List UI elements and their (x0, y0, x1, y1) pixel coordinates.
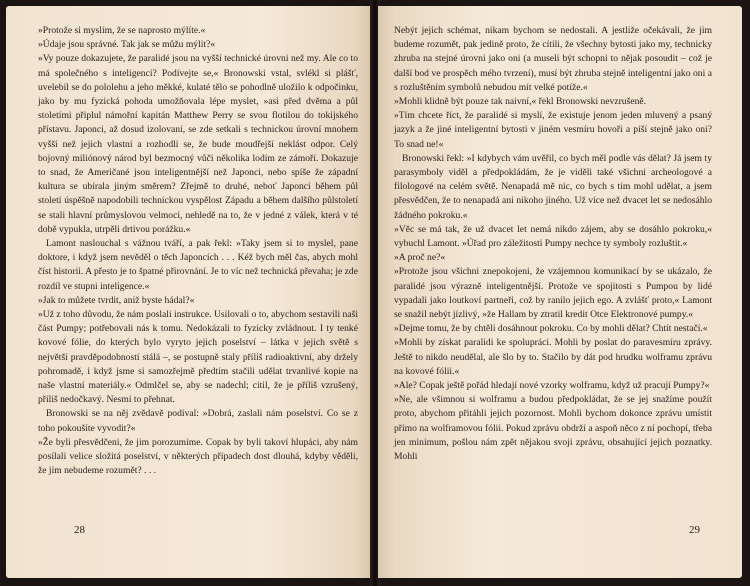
paragraph: Nebýt jejich schémat, nikam bychom se nedostali. A jestliže očekávali, že jim budeme rozumět, pak jedině proto, že cítili, že všechny bytosti jako my, technicky zhruba na stejné úrovni jako oni (a museli být schopni to nějak posoudit – což je další bod ve prospěch mého tvrzení), musí být zhruba stejně inteligentní jako oni a s rozluštěním symbolů nebudou mít velké potíže.« (394, 25, 712, 93)
paragraph: »Mohli by získat paralidi ke spolupráci. Mohli by poslat do paravesmíru zprávy. Ještě to nikdo neudělal, ale šlo by to. Stačilo by dát pod hrudku wolframu zprávu na kovové fólii.« (394, 337, 712, 377)
paragraph: »Dejme tomu, že by chtěli dosáhnout pokroku. Co by mohli dělat? Chtít nestačí.« (394, 323, 708, 335)
left-page-text (38, 24, 358, 479)
right-page-text (394, 24, 712, 464)
right-page (378, 6, 742, 578)
paragraph: »Že byli přesvědčeni, že jim porozumíme. Copak by byli takoví hlupáci, aby nám posílali velice složitá poselství, v některých případech dost dlouhá, kdyby věděli, že jim nebudeme rozumět? . . . (38, 436, 358, 477)
paragraph: »Vy pouze dokazujete, že paralidé jsou na vyšší technické úrovni než my. Ale co to má společného s inteligencí? Podívejte se,« Bronowski vstal, svlékl si plášť, uvelebil se do pololehu a jeho měkké, kulaté tělo se pohodlně uložilo k odpočinku, jako by mu fyzická pohoda umožňovala lépe myslet, »asi před dvěma a půl stoletími připlul námořní kapitán Matthew Perry se svou flotilou do tokijského přístavu. Japonci, až dosud izolovaní, se zde setkali s technickou úrovní mnohem vyšší než jejich vlastní a rozhodli se, že bude moudřejší neklást odpor. Celý bojovný miliónový národ byl bezmocný vůči několika lodím ze zámoří. Dokazuje to snad, že Američané jsou inteligentnější než Japonci, nebo spíše že západní kultura se ubírala jiným směrem? Zřejmě to druhé, neboť Japonci během půl století úspěšně napodobili technickou vyspělost Západu a během dalšího půlstoletí se stali hlavní průmyslovou velmocí, nehledě na to, že v jedné z válek, která v té době vypukla, utrpěli drtivou porážku.« (38, 53, 358, 235)
paragraph: »Protože jsou všichni znepokojeni, že vzájemnou komunikací by se ukázalo, že paralidé jsou výrazně inteligentnější. Protože ve spojitosti s Pumpou by lidé vypadali jako loutkoví partneři, což by ranilo jejich ego. A zvlášť proto,« Lamont se snažil nebýt jízlivý, »že Hallam by ztratil kredit Otce Elektronové pumpy.« (394, 266, 712, 321)
paragraph: Lamont naslouchal s vážnou tváří, a pak řekl: »Taky jsem si to myslel, pane doktore, i když jsem nevěděl o těch Japoncích . . . Kéž bych měl čas, abych mohl číst historii. A přesto je to špatné přirovnání. Je to víc než technická převaha; je zde rozdíl ve stupni inteligence.« (38, 238, 358, 292)
paragraph: »Tím chcete říct, že paralidé si myslí, že existuje jenom jeden mluvený a psaný jazyk a že jiné inteligentní bytosti v jiném vesmíru hovoří a píší stejně jako oni? To snad ne!« (394, 110, 712, 150)
paragraph: »Ale? Copak ještě pořád hledají nové vzorky wolframu, když už pracují Pumpy?« (394, 380, 710, 392)
paragraph: »Věc se má tak, že už dvacet let nemá nikdo zájem, aby se dosáhlo pokroku,« vybuchl Lamont. »Úřad pro záležitosti Pumpy nechce ty symboly rozluštit.« (394, 223, 712, 250)
paragraph: »Už z toho důvodu, že nám poslali instrukce. Usilovali o to, abychom sestavili naši část Pumpy; potřebovali nás k tomu. Nedokázali to fyzicky zvládnout. I ty tenké kovové fólie, do kterých bylo vyryto jejich poselství – látka v jejich světě s největší pravděpodobností stálá –, se postupně staly příliš radioaktivní, aby držely pohromadě, i když jsme si samozřejmě předtím stačili udělat trvanlivé kopie na naše vlastní materiály.« Odmlčel se, aby se nadechl; cítil, že je příliš vzrušený, příliš nedočkavý. Nesmí to přehnat. (38, 309, 358, 406)
paragraph: »Údaje jsou správné. Tak jak se můžu mýlit?« (38, 39, 216, 51)
page-number: 29 (689, 524, 700, 536)
paragraph: Bronowski řekl: »I kdybych vám uvěřil, co bych měl podle vás dělat? Já jsem ty parasymboly viděl a předpokládám, že je viděli také všichni archeologové a filologové na celém světě. Nenapadá mě nic, co bych s tím mohl udělat, a jsem přesvědčen, že to nenapadá ani nikoho jiného. Už více než dvacet let se nedosáhlo žádného pokroku.« (394, 152, 712, 221)
left-page (6, 6, 372, 578)
paragraph: »Protože si myslím, že se naprosto mýlíte.« (38, 25, 206, 36)
paragraph: »Jak to můžete tvrdit, aniž byste hádal?« (38, 294, 195, 306)
paragraph: »A proč ne?« (394, 252, 446, 264)
paragraph: »Ne, ale všimnou si wolframu a budou předpokládat, že se jej snažíme použít proto, abychom přitáhli jejich pozornost. Mohli bychom dokonce zprávu umístit přímo na wolframovou fólii. Pokud zprávu obdrží a aspoň něco z ní pochopí, třeba jen minimum, pošlou nám zpět nějakou svoji zprávu, obsahující jejich poznatky. Mohli (394, 394, 712, 463)
paragraph: Bronowski se na něj zvědavě podíval: »Dobrá, zaslali nám poselství. Co se z toho pokoušíte vyvodit?« (38, 408, 358, 434)
page-number: 28 (74, 524, 85, 536)
paragraph: »Mohli klidně být pouze tak naivní,« řekl Bronowski nevzrušeně. (394, 96, 647, 108)
